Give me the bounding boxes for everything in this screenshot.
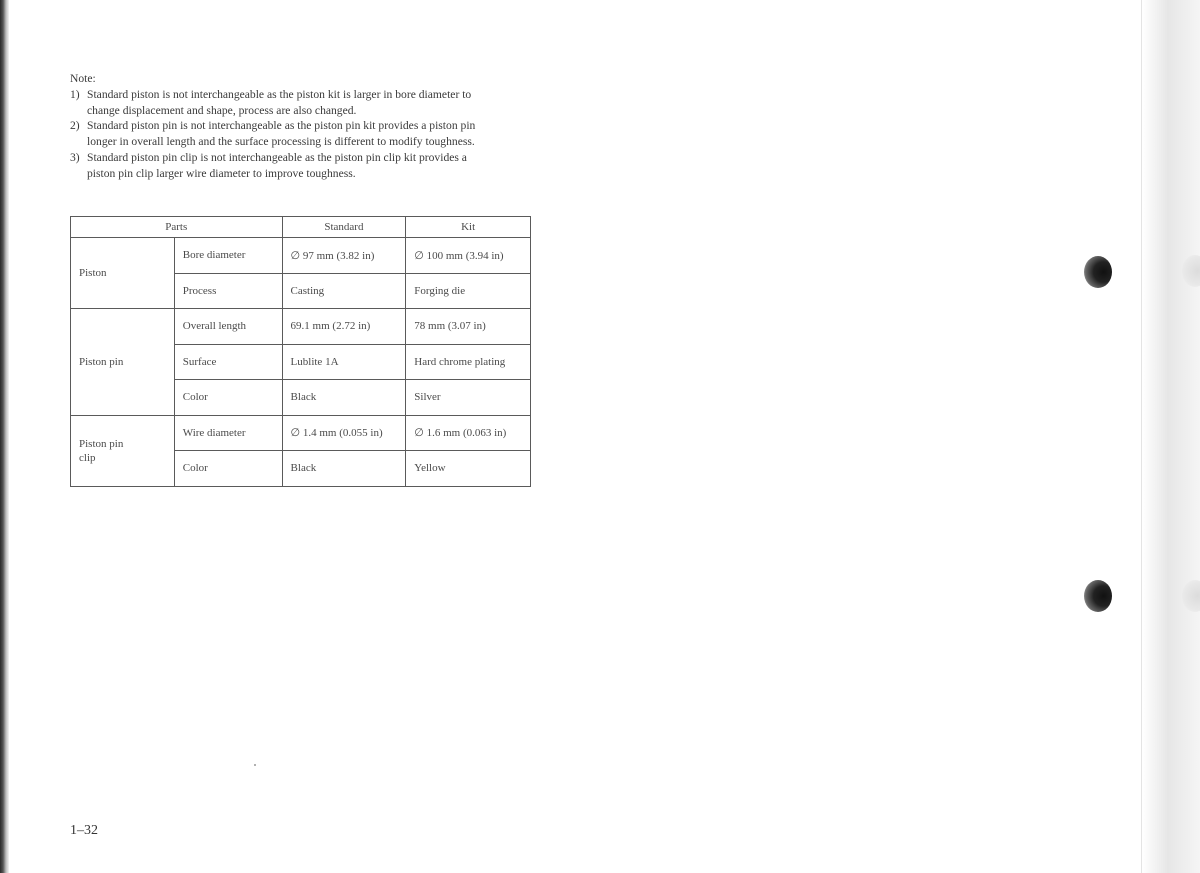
note-item-line: Standard piston pin is not interchangeable as the piston pin kit provides a piston pin (87, 119, 476, 133)
kit-cell: Yellow (406, 451, 531, 487)
note-item-number: 1) (70, 87, 80, 101)
kit-cell: ∅ 1.6 mm (0.063 in) (406, 415, 531, 451)
note-title: Note: (70, 72, 96, 85)
kit-cell: Hard chrome plating (406, 344, 531, 380)
next-page-edge (1142, 0, 1200, 873)
note-item-number: 3) (70, 150, 80, 164)
note-item-line: piston pin clip larger wire diameter to improve toughness. (87, 166, 356, 180)
table-row (71, 309, 531, 345)
note-item-line: longer in overall length and the surface processing is different to modify toughness. (87, 135, 475, 149)
header-standard: Standard (282, 217, 406, 238)
kit-cell: ∅ 100 mm (3.94 in) (406, 238, 531, 274)
note-item (70, 118, 540, 150)
part-name-line: Piston pin (79, 437, 124, 450)
item-cell: Bore diameter (174, 238, 282, 274)
header-parts: Parts (71, 217, 283, 238)
kit-cell: Forging die (406, 273, 531, 309)
part-name-cell: Piston pin (71, 309, 175, 416)
note-item-line: Standard piston is not interchangeable as the piston kit is larger in bore diameter to (87, 87, 472, 101)
table-header-row (71, 217, 531, 238)
header-kit: Kit (406, 217, 531, 238)
note-item (70, 150, 540, 182)
binder-hole (1084, 580, 1112, 612)
standard-cell: Black (282, 451, 406, 487)
item-cell: Color (174, 380, 282, 416)
kit-cell: 78 mm (3.07 in) (406, 309, 531, 345)
standard-cell: Black (282, 380, 406, 416)
table-row (71, 238, 531, 274)
standard-cell: ∅ 1.4 mm (0.055 in) (282, 415, 406, 451)
part-name-cell (71, 415, 175, 486)
note-item-number: 2) (70, 119, 80, 133)
page-number: 1–32 (70, 823, 98, 838)
binding-edge (0, 0, 9, 873)
standard-cell: ∅ 97 mm (3.82 in) (282, 238, 406, 274)
standard-cell: Lublite 1A (282, 344, 406, 380)
part-name-cell: Piston (71, 238, 175, 309)
note-item-line: change displacement and shape, process are also changed. (87, 103, 357, 117)
standard-cell: Casting (282, 273, 406, 309)
part-name-line: clip (79, 451, 96, 464)
binder-hole (1084, 256, 1112, 288)
item-cell: Color (174, 451, 282, 487)
note-block (70, 71, 540, 182)
note-list (70, 87, 540, 182)
paper-speck (254, 764, 256, 766)
note-item (70, 87, 540, 119)
item-cell: Overall length (174, 309, 282, 345)
item-cell: Wire diameter (174, 415, 282, 451)
kit-cell: Silver (406, 380, 531, 416)
item-cell: Process (174, 273, 282, 309)
note-item-line: Standard piston pin clip is not interchangeable as the piston pin clip kit provides a (87, 150, 467, 164)
table-row (71, 415, 531, 451)
standard-cell: 69.1 mm (2.72 in) (282, 309, 406, 345)
parts-spec-table (70, 216, 531, 487)
item-cell: Surface (174, 344, 282, 380)
